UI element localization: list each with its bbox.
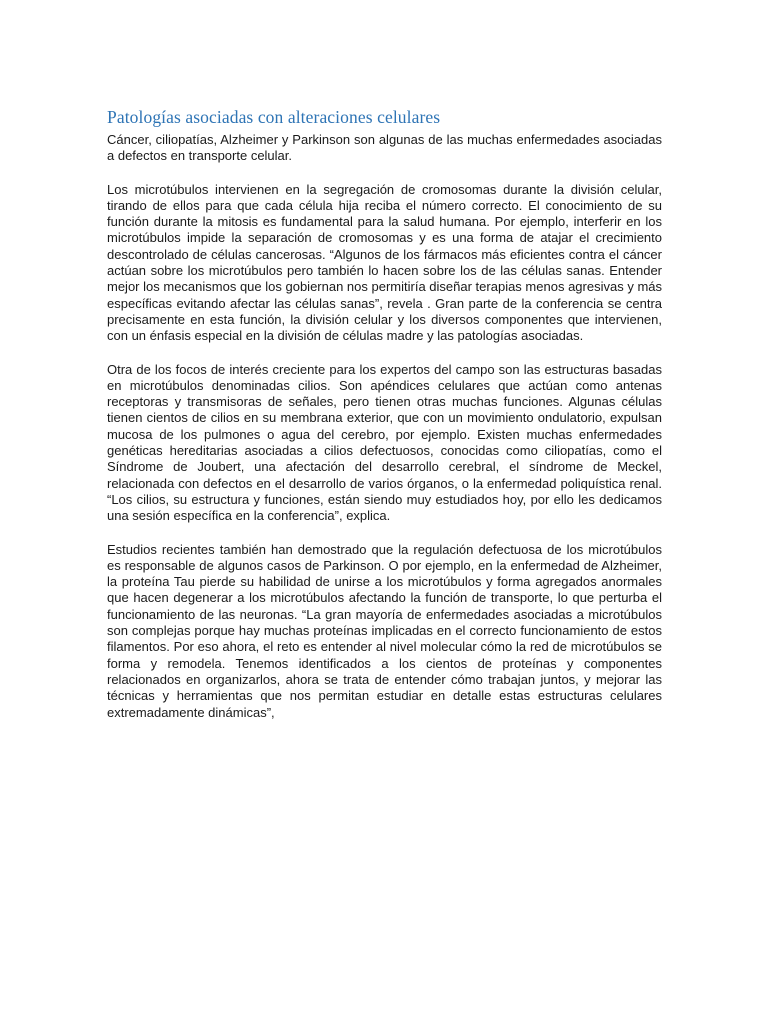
paragraph-microtubules-division: Los microtúbulos intervienen en la segregación de cromosomas durante la división celular, tirando de ellos para que cada célula hija reciba el número correcto. El conocimiento de su función durante la mitosis es fundamental para la salud humana. Por ejemplo, interferir en los microtúbulos impide la separación de cromosomas y es una forma de atajar el crecimiento descontrolado de células cancerosas. “Algunos de los fármacos más eficientes contra el cáncer actúan sobre los microtúbulos pero también lo hacen sobre los de las células sanas. Entender mejor los mecanismos que los gobiernan nos permitiría diseñar terapias menos agresivas y más específicas evitando afectar las células sanas”, revela . Gran parte de la conferencia se centra precisamente en esta función, la división celular y los diversos componentes que intervienen, con un énfasis especial en la división de células madre y las patologías asociadas. [107,181,662,344]
document-body [107,106,662,721]
paragraph-cilia: Otra de los focos de interés creciente para los expertos del campo son las estructuras basadas en microtúbulos denominadas cilios. Son apéndices celulares que actúan como antenas receptoras y transmisoras de señales, pero tienen otras muchas funciones. Algunas células tienen cientos de cilios en su membrana exterior, que con un movimiento ondulatorio, expulsan mucosa de los pulmones o agua del cerebro, por ejemplo. Existen muchas enfermedades genéticas hereditarias asociadas a cilios defectuosos, conocidas como ciliopatías, como el Síndrome de Joubert, una afectación del desarrollo cerebral, el síndrome de Meckel, relacionada con defectos en el desarrollo de varios órganos, o la enfermedad poliquística renal. “Los cilios, su estructura y funciones, están siendo muy estudiados hoy, por ello les dedicamos una sesión específica en la conferencia”, explica. [107,361,662,524]
section-heading: Patologías asociadas con alteraciones celulares [107,107,441,127]
paragraph-neurodegenerative: Estudios recientes también han demostrado que la regulación defectuosa de los microtúbulos es responsable de algunos casos de Parkinson. O por ejemplo, en la enfermedad de Alzheimer, la proteína Tau pierde su habilidad de unirse a los microtúbulos y forma agregados anormales que hacen degenerar a los microtúbulos afectando la función de transporte, lo que perturba el funcionamiento de las neuronas. “La gran mayoría de enfermedades asociadas a microtúbulos son complejas porque hay muchas proteínas implicadas en el correcto funcionamiento de estos filamentos. Por eso ahora, el reto es entender al nivel molecular cómo la red de microtúbulos se forma y remodela. Tenemos identificados a los cientos de proteínas y componentes relacionados en organizarlos, ahora se trata de entender cómo trabajan juntos, y mejorar las técnicas y herramientas que nos permitan estudiar en detalle estas estructuras celulares extremadamente dinámicas”, [107,541,662,720]
intro-paragraph: Cáncer, ciliopatías, Alzheimer y Parkinson son algunas de las muchas enfermedades asociadas a defectos en transporte celular. [107,132,662,164]
